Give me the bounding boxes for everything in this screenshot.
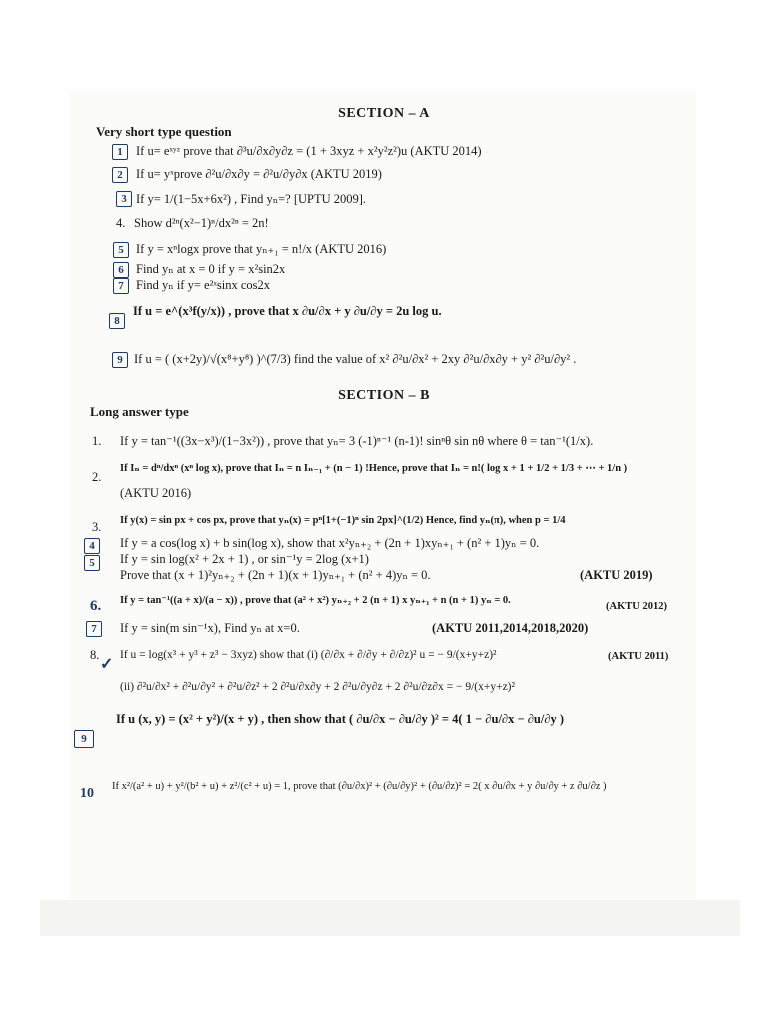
pen-box-mark: 2 — [112, 167, 128, 183]
question-a3: If y= 1/(1−5x+6x²) , Find yₙ=? [UPTU 2009]. — [136, 192, 367, 206]
pen-box-mark: 5 — [84, 555, 100, 571]
pen-box-mark: 6 — [113, 262, 129, 278]
pen-box-mark: 7 — [86, 621, 102, 637]
question-b2-note: (AKTU 2016) — [120, 486, 192, 500]
paper-bottom-edge — [40, 900, 740, 936]
question-b6-note: (AKTU 2012) — [606, 601, 667, 612]
question-b7-note: (AKTU 2011,2014,2018,2020) — [432, 621, 589, 635]
pen-box-mark: 9 — [112, 352, 128, 368]
question-a2: If u= yˣprove ∂²u/∂x∂y = ∂²u/∂y∂x (AKTU 2019) — [136, 167, 382, 181]
question-b8: If u = log(x³ + y³ + z³ − 3xyz) show that (i) (∂/∂x + ∂/∂y + ∂/∂z)² u = − 9/(x+y+z)² — [120, 649, 497, 661]
pen-box-mark: 8 — [109, 313, 125, 329]
question-a5: If y = xⁿlogx prove that yₙ₊₁ = n!/x (AKTU 2016) — [136, 242, 387, 256]
question-a8: If u = e^(x³f(y/x)) , prove that x ∂u/∂x + y ∂u/∂y = 2u log u. — [133, 304, 442, 318]
question-b1: If y = tan⁻¹((3x−x³)/(1−3x²)) , prove that yₙ= 3 (-1)ⁿ⁻¹ (n-1)! sinⁿθ sin nθ where θ = tan⁻¹(1/x). — [120, 434, 594, 448]
question-b2-number: 2. — [92, 470, 102, 484]
question-b10-number: 10 — [80, 786, 94, 801]
pen-box-mark: 4 — [84, 538, 100, 554]
question-b5-note: (AKTU 2019) — [580, 568, 653, 582]
section-a-subtitle: Very short type question — [96, 124, 232, 139]
question-b2: If Iₙ = dⁿ/dxⁿ (xⁿ log x), prove that Iₙ = n Iₙ₋₁ + (n − 1) !Hence, prove that Iₙ = n!( log x + 1 + 1/2 + 1/3 + ⋯ + 1/n ) — [120, 463, 628, 474]
question-b8-note: (AKTU 2011) — [608, 651, 669, 662]
question-b7: If y = sin(m sin⁻¹x), Find yₙ at x=0. — [120, 621, 300, 635]
question-b5: If y = sin log(x² + 2x + 1) , or sin⁻¹y = 2log (x+1) — [120, 552, 369, 566]
pen-box-mark: 1 — [112, 144, 128, 160]
section-b-title: SECTION – B — [338, 388, 430, 403]
section-b-subtitle: Long answer type — [90, 404, 189, 419]
question-b8-line2: (ii) ∂²u/∂x² + ∂²u/∂y² + ∂²u/∂z² + 2 ∂²u/∂x∂y + 2 ∂²u/∂y∂z + 2 ∂²u/∂z∂x = − 9/(x+y+z)² — [120, 681, 515, 693]
question-b5-line2: Prove that (x + 1)²yₙ₊₂ + (2n + 1)(x + 1)yₙ₊₁ + (n² + 4)yₙ = 0. — [120, 568, 431, 582]
question-a9: If u = ( (x+2y)/√(x⁸+y⁸) )^(7/3) find the value of x² ∂²u/∂x² + 2xy ∂²u/∂x∂y + y² ∂²u/∂y² . — [134, 352, 577, 366]
checkmark-icon: ✓ — [100, 656, 114, 673]
pen-box-mark: 5 — [113, 242, 129, 258]
question-a6: Find yₙ at x = 0 if y = x²sin2x — [136, 262, 286, 276]
question-b3: If y(x) = sin px + cos px, prove that yₙ(x) = pⁿ[1+(−1)ⁿ sin 2px]^(1/2) Hence, find yₙ(π), when p = 1/4 — [120, 515, 566, 526]
question-a7: Find yₙ if y= e²ˣsinx cos2x — [136, 278, 271, 292]
question-b9: If u (x, y) = (x² + y²)/(x + y) , then show that ( ∂u/∂x − ∂u/∂y )² = 4( 1 − ∂u/∂x − ∂u/∂y ) — [116, 712, 565, 726]
pen-box-mark: 3 — [116, 191, 132, 207]
section-a-title: SECTION – A — [338, 106, 430, 121]
question-b6-number: 6. — [90, 598, 102, 614]
pen-box-mark: 9 — [74, 730, 94, 748]
question-b8-number: 8. — [90, 648, 100, 662]
question-a4-number: 4. — [116, 216, 126, 230]
question-a4: Show d²ⁿ(x²−1)ⁿ/dx²ⁿ = 2n! — [134, 216, 269, 230]
pen-box-mark: 7 — [113, 278, 129, 294]
question-b4: If y = a cos(log x) + b sin(log x), show that x²yₙ₊₂ + (2n + 1)xyₙ₊₁ + (n² + 1)yₙ = 0. — [120, 536, 540, 550]
question-b10: If x²/(a² + u) + y²/(b² + u) + z²/(c² + u) = 1, prove that (∂u/∂x)² + (∂u/∂y)² + (∂u/∂z)² = 2( x ∂u/∂x + y ∂u/∂y + z ∂u/∂z ) — [112, 781, 607, 792]
question-a1: If u= eˣʸᶻ prove that ∂³u/∂x∂y∂z = (1 + 3xyz + x²y²z²)u (AKTU 2014) — [136, 144, 482, 158]
question-b3-number: 3. — [92, 520, 102, 534]
question-b1-number: 1. — [92, 434, 102, 448]
question-b6: If y = tan⁻¹((a + x)/(a − x)) , prove that (a² + x²) yₙ₊₂ + 2 (n + 1) x yₙ₊₁ + n (n + 1) yₙ = 0. — [120, 595, 511, 606]
